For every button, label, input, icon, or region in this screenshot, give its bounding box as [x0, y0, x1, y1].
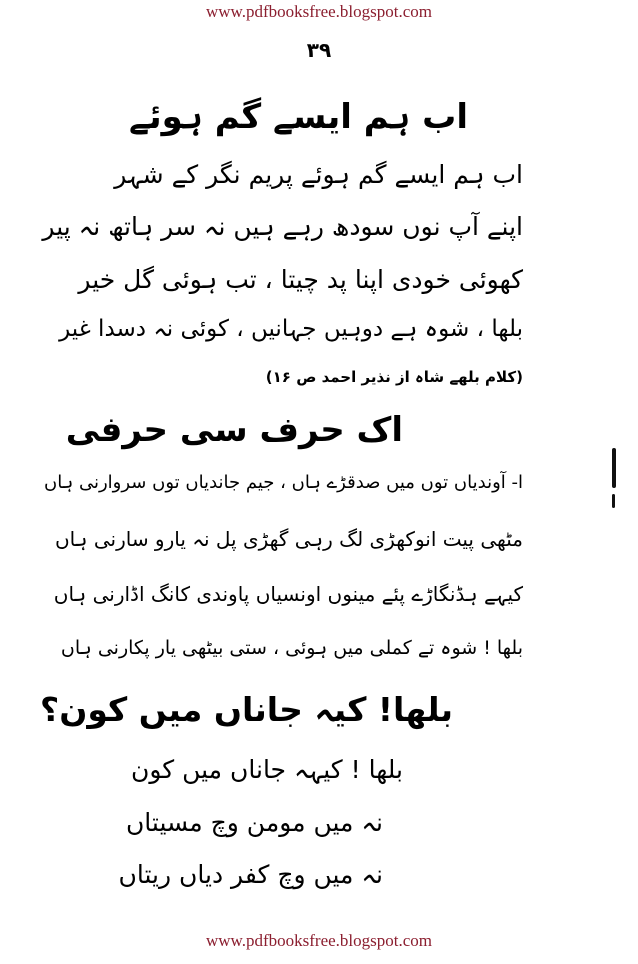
- verse-line: نہ میں وچ کفر دیاں ریتاں: [118, 860, 383, 889]
- page-number: ۳۹: [306, 38, 332, 62]
- footer-url: www.pdfbooksfree.blogspot.com: [206, 931, 432, 950]
- verse-line: بلھا ، شوہ ہے دوہیں جہانیں ، کوئی نہ دسدا غیر: [59, 316, 523, 342]
- verse-line: کھوئی خودی اپنا پد چیتا ، تب ہوئی گل خیر: [78, 265, 523, 294]
- verse-line: بلھا ! کیہہ جاناں میں کون: [130, 755, 403, 784]
- verse-line: مٹھی پیت انوکھڑی لگ رہی گھڑی پل نہ یارو سارنی ہاں: [54, 527, 523, 551]
- verse-line: نہ میں مومن وچ مسیتاں: [125, 808, 383, 837]
- citation: (کلام بلھے شاہ از نذیر احمد ص ۱۶): [265, 368, 523, 386]
- section-2-title: اک حرف سی حرفی: [65, 410, 403, 450]
- verse-line: بلھا ! شوہ تے کملی میں ہوئی ، ستی بیٹھی یار پکارنی ہاں: [60, 637, 523, 659]
- verse-line: ا- آوندیاں توں میں صدقڑے ہاں ، جیم جاندیاں توں سروارنی ہاں: [44, 472, 523, 493]
- verse-line: اب ہم ایسے گم ہوئے پریم نگر کے شہر: [114, 160, 523, 189]
- verse-line: کیہے ہڈنگاڑے پئے مینوں اونسیاں پاوندی کانگ اڈارنی ہاں: [53, 582, 523, 606]
- verse-line: اپنے آپ نوں سودھ رہے ہیں نہ سر ہاتھ نہ پیر: [42, 212, 523, 241]
- header-url: www.pdfbooksfree.blogspot.com: [206, 2, 432, 21]
- section-1-title: اب ہم ایسے گم ہوئے: [128, 97, 468, 137]
- section-3-title: بلھا! کیہ جاناں میں کون؟: [40, 690, 453, 729]
- margin-mark: [612, 494, 615, 508]
- margin-mark: [612, 448, 616, 488]
